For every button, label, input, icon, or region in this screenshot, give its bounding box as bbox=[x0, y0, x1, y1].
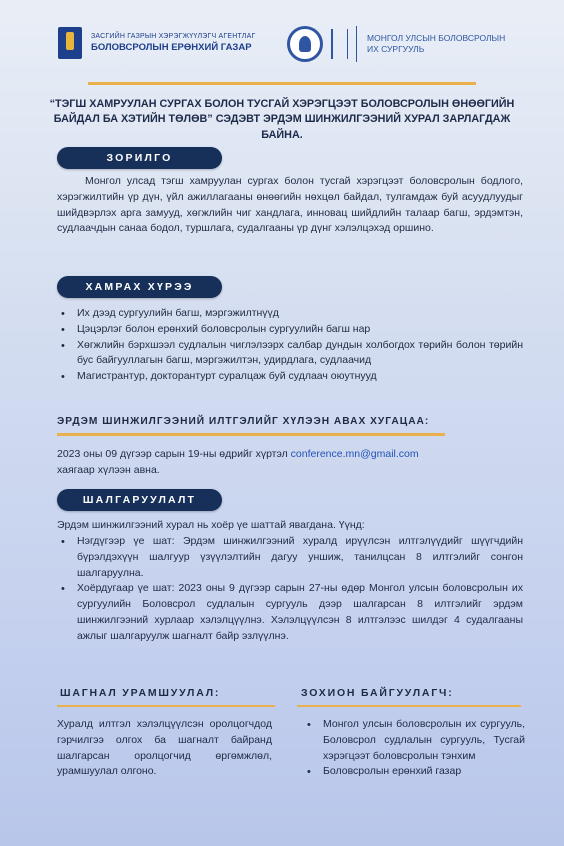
selection-intro: Эрдэм шинжилгээний хурал нь хоёр үе шаттай явагдана. Үүнд: bbox=[57, 519, 365, 531]
deadline-heading: ЭРДЭМ ШИНЖИЛГЭЭНИЙ ИЛТГЭЛИЙГ ХҮЛЭЭН АВАХ ХУГАЦАА: bbox=[57, 416, 430, 427]
scope-list bbox=[57, 306, 523, 385]
list-item: • Хөгжлийн бэрхшээл судлалын чиглэлээрх салбар дундын холбогдох төрийн болон төрийн бус байгууллагын багш, мэргэжилтэн, удирдлага, судлаачид bbox=[57, 338, 523, 370]
university-line2: ИХ СУРГУУЛЬ bbox=[367, 44, 425, 54]
selection-list bbox=[57, 534, 523, 644]
list-item: • Хоёрдугаар үе шат: 2023 оны 9 дүгээр сарын 27-ны өдөр Монгол улсын боловсролын их сургуулийн Боловсрол судлалын сургууль дээр шалгарсан 8 илтгэлийг эрдэм шинжилгээний хурлаар хэлэлцүүлнэ. Хэлэлцүүлсэн 8 илтгэлээс шилдэг 4 судалгааны ажлыг шалгаруулж шагналт байр эзлүүлнэ. bbox=[57, 581, 523, 644]
agency-line1: ЗАСГИЙН ГАЗРЫН ХЭРЭГЖҮҮЛЭГЧ АГЕНТЛАГ bbox=[91, 33, 256, 41]
award-gold-divider bbox=[57, 705, 275, 707]
university-line1: МОНГОЛ УЛСЫН БОЛОВСРОЛЫН bbox=[367, 32, 506, 43]
email-link[interactable]: conference.mn@gmail.com bbox=[290, 448, 419, 460]
header-gold-divider bbox=[88, 82, 476, 85]
scope-label: ХАМРАХ ХҮРЭЭ bbox=[57, 276, 222, 298]
goal-label: ЗОРИЛГО bbox=[57, 147, 222, 169]
list-item: • Магистрантур, докторантурт суралцаж буй судлаач оюутнууд bbox=[57, 369, 523, 385]
award-heading: ШАГНАЛ УРАМШУУЛАЛ: bbox=[60, 687, 221, 699]
list-item: • Цэцэрлэг болон ерөнхий боловсролын сургуулийн багш нар bbox=[57, 322, 523, 338]
logo-divider bbox=[356, 26, 357, 62]
soyombo-emblem-icon bbox=[58, 27, 82, 59]
list-item: • Нэгдүгээр үе шат: Эрдэм шинжилгээний хуралд ирүүлсэн илтгэлүүдийг шүүгчдийн бүрэлдэхүүн шалгуур үзүүлэлтийн дагуу уншиж, танилцсан 8 илтгэлийг сонгон шалгаруулна. bbox=[57, 534, 523, 581]
deadline-after: хаягаар хүлээн авна. bbox=[57, 463, 160, 476]
university-emblem-icon bbox=[287, 26, 323, 62]
page-title: “ТЭГШ ХАМРУУЛАН СУРГАХ БОЛОН ТУСГАЙ ХЭРЭГЦЭЭТ БОЛОВСРОЛЫН ӨНӨӨГИЙН БАЙДАЛ БА ХЭТИЙН ТӨЛӨВ” СЭДЭВТ ЭРДЭМ ШИНЖИЛГЭЭНИЙ ХУРАЛ ЗАРЛАГДАЖ БАЙНА. bbox=[49, 98, 515, 141]
organizer-list bbox=[303, 717, 525, 780]
organizer-heading: ЗОХИОН БАЙГУУЛАГЧ: bbox=[301, 687, 454, 699]
mongol-script-mark-icon bbox=[331, 29, 348, 59]
deadline-gold-divider bbox=[57, 433, 445, 436]
goal-text: Монгол улсад тэгш хамруулан сургах болон тусгай хэрэгцээт боловсролын бодлого, хэрэгжилтийн үр дүн, үйл ажиллагааны өнөөгийн нөхцөл байдал, тулгамдаж буй асуудлуудыг шийдвэрлэх арга замууд, хөгжлийн чиг хандлага, инновац шийдлийн талаар багш, эрдэмтэн, судлаачдын санаа бодол, туршлага, судалгааны үр дүнг хэлэлцэхэд оршино. bbox=[57, 175, 523, 235]
deadline-date: 2023 оны 09 дүгээр сарын 19-ны өдрийг хүртэл bbox=[57, 448, 291, 460]
list-item: • Боловсролын ерөнхий газар bbox=[303, 764, 525, 780]
award-text: Хуралд илтгэл хэлэлцүүлсэн оролцогчдод гэрчилгээ олгох ба шагналт байранд шалгарсан оролцогчид өргөмжлөл, урамшуулал олгоно. bbox=[57, 718, 272, 778]
list-item: • Монгол улсын боловсролын их сургууль, Боловсрол судлалын сургууль, Тусгай хэрэгцээт боловсролын тэнхим bbox=[303, 717, 525, 764]
organizer-gold-divider bbox=[297, 705, 521, 707]
agency-line2: БОЛОВСРОЛЫН ЕРӨНХИЙ ГАЗАР bbox=[91, 41, 252, 53]
selection-label: ШАЛГАРУУЛАЛТ bbox=[57, 489, 222, 511]
university-logo bbox=[287, 26, 505, 62]
agency-logo bbox=[58, 27, 255, 59]
list-item: • Их дээд сургуулийн багш, мэргэжилтнүүд bbox=[57, 306, 523, 322]
deadline-text bbox=[57, 447, 523, 479]
